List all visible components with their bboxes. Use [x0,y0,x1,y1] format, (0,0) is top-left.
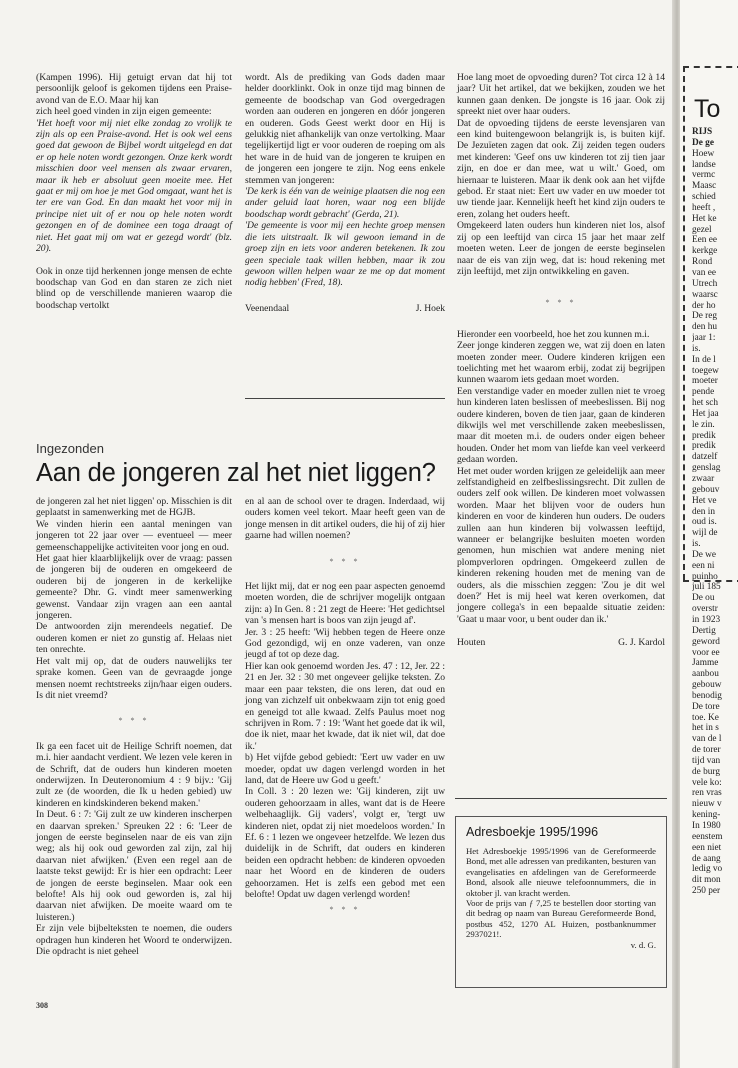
adjacent-text-line: Het ve [692,495,717,506]
adjacent-text-line: juli 185 [692,582,721,593]
paragraph: Hieronder een voorbeeld, hoe het zou kunnen m.i. [457,328,650,340]
adjacent-text-line: is. [692,343,701,354]
adjacent-text-line: Maasc [692,181,717,192]
paragraph: In Deut. 6 : 7: 'Gij zult ze uw kinderen inscherpen en daarvan spreken.' Spreuken 22 : 6: 'Leer de jongen de eerste beginselen naar de eis van zijn weg; als hij ook oud geworden zal zijn, zal hij daarvan niet afwijken.' (Even een regel aan de laatste tekst gewijd: Er is hier een opdracht: Leer de jongen de eerste beginselen. Maar ook een belofte! Als hij ook oud geworden is, zal hij daarvan niet afwijken. De moeite waard om te luisteren.) [36,809,232,923]
adjacent-text-line: Hoew [692,148,715,159]
signature-line [245,303,445,314]
paragraph: Jer. 3 : 25 heeft: 'Wij hebben tegen de Heere onze God gezondigd, wij en onze vaderen, van onze jeugd af tot op deze dag. [245,626,445,661]
adjacent-text-line: aanbou [692,669,719,680]
adjacent-text-line: landse [692,159,716,170]
quote: 'De kerk is één van de weinige plaatsen die nog een ander geluid laat horen, waar nog een blijde boodschap wordt gebracht' (Gerda, 21). [245,186,445,220]
adjacent-text-line: Rond [692,257,713,268]
adjacent-text-line: kerkge [692,246,718,257]
signature-place: Houten [457,637,486,649]
adjacent-text-line: heeft , [692,202,716,213]
adjacent-text-line: pende [692,387,715,398]
adjacent-text-line: gezel [692,224,712,235]
adjacent-text-line: van ee [692,267,717,278]
adjacent-text-line: in 1923 [692,614,721,625]
adjacent-text-line: predik [692,441,716,452]
separator: * * * [118,716,150,726]
section-kicker: Ingezonden [36,441,104,456]
adjacent-text-line: Het jaa [692,408,719,419]
adjacent-text-line: 250 per [692,886,721,897]
adjacent-text-line: zwaar [692,474,715,484]
adjacent-text-line: De reg [692,311,718,322]
adjacent-text-line: Een ee [692,235,718,246]
paragraph: In Coll. 3 : 20 lezen we: 'Gij kinderen, zijt uw ouderen gehoorzaam in alles, want dat is de Heere welbehaaglijk. Gij vaders', volgt er, 'tergt uw kinderen niet, opdat zij niet moedeloos worden.' In Ef. 6 : 1 lezen we ongeveer hetzelfde. We lezen dus duidelijk in de Schrift, dat ouders en kinderen beiden een opdracht hebben: de kinderen opvoeden naar het Woord en de kinderen de ouders gehoorzamen. Het is zelfs een gebod met een belofte! Opdat uw dagen verlengd worden! [245,786,445,900]
paragraph: (Kampen 1996). Hij getuigt ervan dat hij tot persoonlijk geloof is gekomen tijdens een Praise-avond van de E.O. Maar hij kan [36,72,232,106]
paragraph: Omgekeerd laten ouders hun kinderen niet los, alsof zij op een leeftijd van circa 15 jaar het maar zelf moeten weten. Leer de jongen de eerste beginselen naar de eis van zijn weg, dat is: houd rekening met zijn leeftijd, met zijn ontwikkeling en gaven. [457,220,665,277]
article-column-3 [457,72,665,649]
separator: * * * [329,556,361,566]
adjacent-text-line: In 1980 [692,821,721,831]
info-box-title: Adresboekje 1995/1996 [466,825,599,839]
adjacent-text-line: gebouv [692,484,720,495]
paragraph: Hier kan ook genoemd worden Jes. 47 : 12, Jer. 22 : 21 en Jer. 32 : 30 met ongeveer gelijke teksten. Zo maar een paar teksten, die ons leren, dat oud en jong van zichzelf uit onbekwaam zijn tot enig goed en geneigd tot alle kwaad. Zelfs Paulus moet nog schrijven in Rom. 7 : 19: 'Want het goede dat ik wil, doe ik niet, maar het kwade, dat ik niet wil, dat doe ik.' [245,660,445,752]
signature-name: J. Hoek [415,302,445,314]
adjacent-text-line: van de l [692,734,722,745]
paragraph: Ook in onze tijd herkennen jonge mensen de echte boodschap van God en dan staren ze zich niet blind op de verschillende manieren waarop die boodschap vertolkt [36,265,232,311]
adjacent-text-line: het in s [692,723,719,734]
paragraph: Een verstandige vader en moeder zullen niet te vroeg hun kinderen laten beslissen of meebeslissen. Bij nog oudere kinderen, boven de tien jaar, gaan de kinderen dikwijls wel met verschillende zaken meebeslissen, maar dit moeten m.i. de ouders onder eigen beheer houden. Onder het mom van liefde kan veel verkeerd gedaan worden. [457,385,665,466]
quote: 'De gemeente is voor mij een hechte groep mensen die iets uitstraalt. Ik wil gewoon iemand in de groep zijn en iets voor anderen betekenen. Ik zou geen speciale taak willen hebben, maar ik zou gewoon willen helpen waar ze me op dat moment nodig hebben' (Fred, 18). [245,220,445,289]
adjacent-text-line: datzelf [692,452,718,463]
info-box-signature: v. d. G. [630,939,656,950]
signature-place: Veenendaal [245,302,290,314]
adjacent-text-line: vermc [692,170,716,181]
adjacent-text-line: vele ko: [692,777,722,788]
adjacent-text-line: De we [692,549,717,560]
paragraph: b) Het vijfde gebod gebiedt: 'Eert uw vader en uw moeder, opdat uw dagen verlengd worden in het land, dat de Heere uw God u geeft.' [245,752,445,786]
adjacent-text-line: benodig [692,690,722,701]
paragraph: de jongeren zal het niet liggen' op. Misschien is dit geplaatst in samenwerking met de HGJB. [36,496,232,519]
paragraph: Er zijn vele bijbelteksten te noemen, die ouders opdragen hun kinderen het Woord te onderwijzen. Die opdracht is niet geheel [36,923,232,958]
adjacent-text-line: den in [692,506,715,517]
signature-line [457,637,665,648]
adjacent-text-line: de aang [692,853,721,864]
paragraph: De antwoorden zijn merendeels negatief. De ouderen komen er niet zo gunstig af. Helaas niet ten onrechte. [36,621,232,656]
adjacent-text-line: Dertig [692,625,716,636]
paragraph: Het lijkt mij, dat er nog een paar aspecten genoemd moeten worden, die de schrijver mogelijk ontgaan zijn: a) In Gen. 8 : 21 zegt de Heere: 'Het gedichtsel van 's mensen hart is boos van zijn jeugd af'. [245,581,445,627]
paragraph: Het met ouder worden krijgen ze geleidelijk aan meer zelfstandigheid en zelfbeslissingsrecht. Dit zullen de ouders zelf ook willen. De kinderen moet volwassen worden. Maar het blijven voor de ouders hun kinderen en voor de kinderen hun ouders. De ouders zullen aan hun kinderen bij volwassen leeftijd, wanneer er belangrijke besluiten moeten worden genomen, hun mischien wat andere mening niet plompverloren opdringen. Omgekeerd zullen de kinderen rekening houden met de mening van de ouders, als die misschien zeggen: 'Zou je dit wel doen?' Het is mij heel wat keren overkomen, dat jongere collega's in een bepaalde situatie zeiden: 'Gaat u maar voor, u bent ouder dan ik.' [457,465,665,625]
paragraph: Het valt mij op, dat de ouders nauwelijks ter sprake komen. Geen van de gevraagde jonge mensen noemt rechtstreeks zijn/haar eigen ouders. Is dit niet vreemd? [36,655,232,701]
adjacent-text-line: nieuw v [692,799,722,810]
adjacent-text-line: den hu [692,322,718,333]
quote: 'Het hoeft voor mij niet elke zondag zo vrolijk te zijn als op een Praise-avond. Het is ook wel eens goed dat gewoon de Bijbel wordt uitgelegd en dat er op hele noten wordt gezongen. Onze kerk wordt misschien door veel mensen als zwaar ervaren, maar ik heb er absoluut geen moeite mee. Het gaat er mij om hoe je met God omgaat, want het is ter ere van God. En dan maakt het voor mij in principe niet uit of er nou op hele noten wordt gezongen en of de dominee een toga draagt of niet. Het gaat mij om wat er gezegd wordt' (blz. 20). [36,117,232,255]
dashed-border [683,66,685,580]
dashed-border [683,66,738,68]
top-article-column-2 [245,72,445,314]
adjacent-text-line: overstr [692,604,718,615]
adjacent-text-line: predik [692,430,716,441]
adjacent-text-line: le zin. [692,419,715,430]
adjacent-text-line: der ho [692,300,716,311]
adjacent-text-line: de torer [692,745,721,756]
info-box-body [466,846,656,950]
adjacent-text-line: oud is. [692,517,717,528]
adjacent-text-line: waarsc [692,289,718,300]
adjacent-text-line: de burg [692,766,720,777]
adjacent-text-line: De tore [692,701,720,712]
info-box-order: Voor de prijs van ƒ 7,25 te bestellen door storting van dit bedrag op naam van Bureau Gereformeerde Bond, postbus 452, 1270 AL Huizen, postbanknummer 2937021!. [466,898,656,940]
adjacent-text-line: ren vras [692,788,722,799]
top-article-column-1 [36,72,232,311]
paragraph: Zeer jonge kinderen zeggen we, wat zij doen en laten moeten zonder meer. Oudere kinderen krijgen een toelichting met het waarom erbij, zodat zij begrijpen kunnen waarom iets gedaan moet worden. [457,340,665,386]
adjacent-text-line: toegew [692,365,719,376]
adjacent-text-line: Het ke [692,213,717,224]
adjacent-text-line: schied [692,192,716,203]
adjacent-text-line: In de l [692,354,716,365]
separator: * * * [329,905,361,915]
paragraph: Het gaat hier klaarblijkelijk over de vraag: passen de jongeren bij de ouderen en omgekeerd de ouderen bij de jongeren in de kerkelijke gemeente? Dhr. G. vindt meer samenwerking gewenst. Vandaar zijn vragen aan een aantal jongeren. [36,553,232,622]
adjacent-text-line: Utrech [692,278,718,289]
paragraph: wordt. Als de prediking van Gods daden maar helder doorklinkt. Ook in onze tijd mag binnen de gemeente de boodschap van God overgedragen worden aan ouderen en jongeren en dóór jongeren en ouderen. Gods Geest werkt door en Hij is gelukkig niet afhankelijk van onze vertolking. Maar tegelijkertijd ligt er voor ouderen de roeping om als het ware in de huid van de jongeren te kruipen en de jongeren een jongere te zijn. Nog eens enkele stemmen van jongeren: [245,72,445,186]
adjacent-text-line: een niet [692,842,722,853]
paragraph: Dat de opvoeding tijdens de eerste levensjaren van een kind buitengewoon belangrijk is, is buiten kijf. De Jezuïeten zagen dat ook. Zij zeiden tegen ouders met kinderen: 'Geef ons uw kinderen tot zij tien jaar zijn, en doe er dan mee, wat u wilt.' Goed, om hiernaar te luisteren. Maar ik denk ook aan het vijfde gebod. Er staat niet: Eert uw vader en uw moeder tot uw tiende jaar. Kennelijk heeft het kind zijn ouders te eren, zolang het ouders heeft. [457,117,665,220]
adjacent-text-line: een ni [692,560,715,571]
paragraph: Hoe lang moet de opvoeding duren? Tot circa 12 à 14 jaar? Uit het artikel, dat we bekijken, zouden we het kunnen gaan denken. De jongste is 16 jaar. Ook zij spreekt niet over haar ouders. [457,72,665,118]
paragraph: zich heel goed vinden in zijn eigen gemeente: [36,106,212,118]
adjacent-text-line: ledig vo [692,864,723,875]
adjacent-text [692,127,738,897]
adjacent-page [680,0,738,1068]
paragraph: We vinden hierin een aantal meningen van jongeren tot 22 jaar over — eventueel — meer gemeenschappelijke activiteiten voor jong en oud. [36,518,232,553]
article-headline: Aan de jongeren zal het niet liggen? [36,459,436,487]
adjacent-text-line: toe. Ke [692,712,719,723]
separator: * * * [545,298,577,308]
adjacent-text-line: voor ee [692,647,720,658]
adjacent-text-line: gebouw [692,680,722,691]
adjacent-text-line: puinho [692,571,718,582]
adjacent-text-line: moeter [692,376,718,387]
paragraph: Ik ga een facet uit de Heilige Schrift noemen, dat m.i. hier aandacht verdient. We lezen vele keren in de Schrift, dat de ouders hun kinderen moeten onderwijzen. In Deuteronomium 4 : 9 bijv.: 'Gij zult ze (de woorden, die Ik u heden gebied) uw kinderen en kindskinderen bekend maken.' [36,740,232,809]
info-box-text: Het Adresboekje 1995/1996 van de Gereformeerde Bond, met alle adressen van predikanten, besturen van evangelisaties en afdelingen van de Gereformeerde Bond, alsook alle nieuwe telefoonnummers, die in oktober jl. van kracht werden. [466,846,656,898]
adjacent-title: To [694,95,721,123]
adjacent-text-line: eenstem [692,831,723,842]
adjacent-text-line: jaar 1: [692,333,716,344]
paragraph: en al aan de school over te dragen. Inderdaad, wij ouders komen veel tekort. Maar heeft geen van de jonge mensen in dit artikel ouders, die hij of zij hier gaarne had willen noemen? [245,496,445,542]
adjacent-text-line: tijd van [692,755,721,766]
adjacent-text-line: geword [692,636,720,647]
divider [245,398,445,399]
adjacent-text-line: dit mon [692,875,721,886]
page-number: 308 [36,1001,48,1010]
adjacent-text-line: is. [692,539,701,550]
main-article-column-1 [36,496,232,957]
adjacent-text-line: De ge [692,137,714,148]
divider [455,798,667,799]
adjacent-text-line: De ou [692,593,715,604]
adjacent-text-line: Jamme [692,658,719,669]
adjacent-text-line: het sch [692,398,719,409]
signature-name: G. J. Kardol [618,637,665,649]
adjacent-text-line: genslag [692,463,721,474]
info-box [455,816,667,988]
adjacent-text-line: RIJS [692,127,713,137]
adjacent-text-line: wijl de [692,528,718,539]
adjacent-text-line: kening- [692,810,721,821]
main-article-column-2 [245,496,445,916]
